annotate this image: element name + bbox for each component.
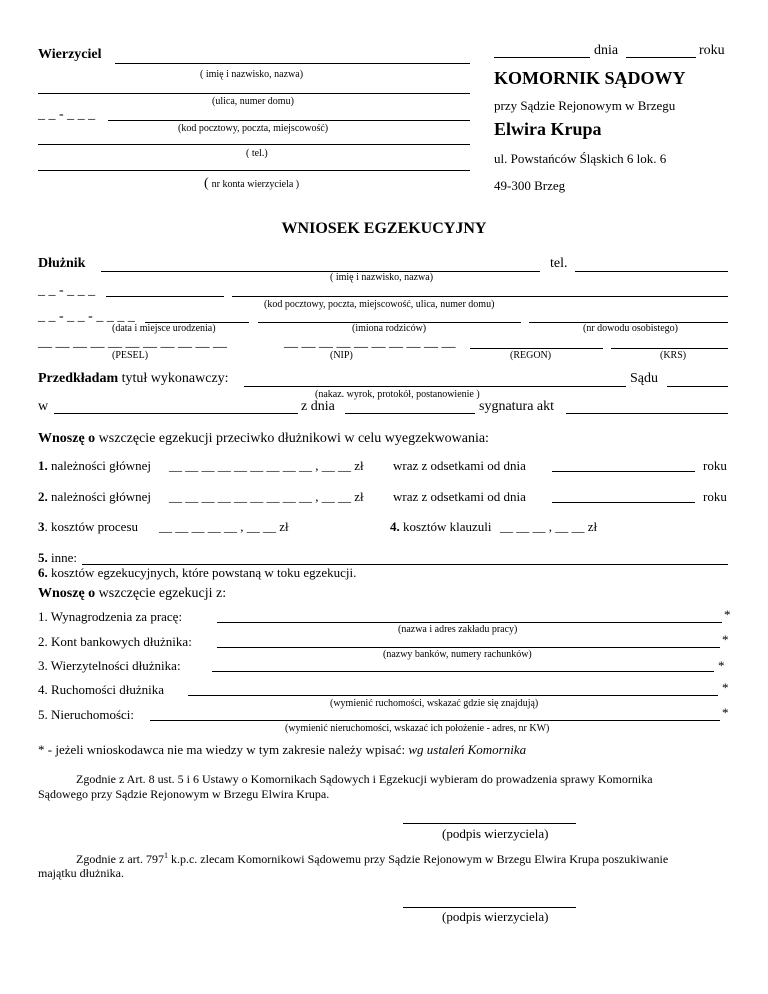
debtor-birthdate-mask[interactable]: _ _ - _ _ - _ _ _ _	[38, 309, 135, 324]
assets-item-1-line[interactable]	[217, 622, 722, 623]
enforcement-lead-bold: Wnoszę o	[38, 431, 96, 446]
debtor-postcode-mask[interactable]: _ _ - _ _ _	[38, 283, 96, 298]
creditor-phone-line[interactable]	[38, 144, 470, 145]
bailiff-city: 49-300 Brzeg	[494, 178, 566, 193]
signature-label-2: (podpis wierzyciela)	[442, 909, 549, 924]
assets-item-4-hint: (wymienić ruchomości, wskazać gdzie się znajdują)	[330, 698, 539, 709]
signature-label-1: (podpis wierzyciela)	[442, 826, 549, 841]
creditor-account-hint: nr konta wierzyciela )	[211, 179, 300, 190]
debtor-pesel-hint: (PESEL)	[112, 350, 149, 361]
account-paren: (	[204, 176, 209, 191]
date-roku-label: roku	[699, 43, 725, 58]
debtor-name-line[interactable]	[101, 271, 540, 272]
debtor-address-hint: (kod pocztowy, poczta, miejscowość, ulica, numer domu)	[264, 299, 495, 310]
enforcement-item-4	[390, 519, 491, 535]
title-court-line[interactable]	[667, 386, 728, 387]
paragraph2-line1-a: Zgodnie z art. 797	[76, 852, 164, 866]
item4-text: kosztów klauzuli	[399, 519, 492, 534]
enforcement-item-1	[38, 458, 151, 474]
paragraph2-line2: majątku dłużnika.	[38, 866, 124, 880]
paragraph2-line1-b: k.p.c. zlecam Komornikowi Sądowemu przy Sądzie Rejonowym w Brzegu Elwira Krupa poszukiwanie	[167, 852, 669, 866]
item3-amount-mask[interactable]: __ __ __ __ __ , __ __ zł	[159, 519, 289, 534]
paragraph1-line1: Zgodnie z Art. 8 ust. 5 i 6 Ustawy o Komornikach Sądowych i Egzekucji wybieram do prowadzenia sprawy Komornika	[76, 772, 653, 786]
bailiff-court: przy Sądzie Rejonowym w Brzegu	[494, 98, 676, 113]
date-dnia-label: dnia	[594, 43, 619, 58]
creditor-postcode-hint: (kod pocztowy, poczta, miejscowość)	[178, 123, 329, 134]
assets-item-5-hint: (wymienić nieruchomości, wskazać ich położenie - adres, nr KW)	[285, 723, 550, 734]
enforcement-item-2	[38, 489, 151, 505]
assets-lead	[38, 586, 226, 602]
title-zdnia-label: z dnia	[301, 399, 335, 414]
title-lead-rest: tytuł wykonawczy:	[118, 371, 229, 386]
title-w-label: w	[38, 399, 49, 414]
assets-item-1: 1. Wynagrodzenia za pracę:	[38, 609, 183, 624]
creditor-city-line[interactable]	[108, 120, 470, 121]
assets-item-5-line[interactable]	[150, 720, 720, 721]
assets-item-2-star: *	[722, 632, 729, 647]
bailiff-title: KOMORNIK SĄDOWY	[494, 68, 686, 88]
paragraph2-sup: 1	[163, 851, 168, 860]
footnote	[38, 742, 526, 758]
item6-text: kosztów egzekucyjnych, które powstaną w toku egzekucji.	[47, 565, 357, 580]
date-day-line[interactable]	[626, 57, 696, 58]
assets-item-1-star: *	[724, 607, 731, 622]
debtor-city-line[interactable]	[106, 296, 224, 297]
debtor-address-line[interactable]	[232, 296, 728, 297]
title-sygnatura-line[interactable]	[566, 413, 728, 414]
document-title: WNIOSEK EGZEKUCYJNY	[281, 220, 487, 237]
assets-lead-rest: wszczęcie egzekucji z:	[95, 586, 227, 601]
debtor-parents-hint: (imiona rodziców)	[352, 323, 427, 334]
creditor-phone-hint: ( tel.)	[246, 148, 268, 159]
debtor-birth-hint: (data i miejsce urodzenia)	[112, 323, 216, 334]
title-doc-line[interactable]	[244, 386, 626, 387]
title-sygnatura-label: sygnatura akt	[479, 399, 555, 414]
debtor-pesel-mask[interactable]: __ __ __ __ __ __ __ __ __ __ __	[38, 335, 227, 350]
enforcement-item-6	[38, 565, 356, 581]
creditor-label: Wierzyciel	[38, 47, 102, 62]
debtor-krs-line[interactable]	[611, 348, 728, 349]
paragraph1-line2: Sądowego przy Sądzie Rejonowym w Brzegu Elwira Krupa.	[38, 787, 330, 801]
signature-line-2[interactable]	[403, 907, 576, 908]
assets-item-5-star: *	[722, 705, 729, 720]
item1-amount-mask[interactable]: __ __ __ __ __ __ __ __ __ , __ __ zł	[169, 458, 364, 473]
assets-item-1-hint: (nazwa i adres zakładu pracy)	[398, 624, 518, 635]
assets-item-3: 3. Wierzytelności dłużnika:	[38, 658, 181, 673]
item5-num: 5.	[38, 550, 48, 565]
item4-amount-mask[interactable]: __ __ __ , __ __ zł	[500, 519, 598, 534]
title-date-line[interactable]	[345, 413, 475, 414]
assets-item-4-line[interactable]	[188, 695, 718, 696]
creditor-postcode-mask[interactable]: _ _ - _ _ _	[38, 107, 96, 122]
creditor-name-line[interactable]	[115, 63, 470, 64]
item6-num: 6.	[38, 565, 48, 580]
enforcement-lead-rest: wszczęcie egzekucji przeciwko dłużnikowi w celu wyegzekwowania:	[95, 431, 489, 446]
item2-amount-mask[interactable]: __ __ __ __ __ __ __ __ __ , __ __ zł	[169, 489, 364, 504]
debtor-krs-hint: (KRS)	[660, 350, 687, 361]
debtor-id-hint: (nr dowodu osobistego)	[583, 323, 678, 334]
item2-interest-line[interactable]	[552, 502, 695, 503]
creditor-account-hint-wrap	[204, 174, 299, 192]
creditor-street-line[interactable]	[38, 93, 470, 94]
debtor-tel-label: tel.	[550, 256, 568, 271]
debtor-regon-line[interactable]	[470, 348, 603, 349]
item2-text: należności głównej	[47, 489, 151, 504]
date-place-line[interactable]	[494, 57, 590, 58]
paragraph2-line1	[76, 851, 668, 867]
debtor-label: Dłużnik	[38, 256, 86, 271]
title-issuer-line[interactable]	[54, 413, 298, 414]
enforcement-item-3	[38, 519, 138, 535]
enforcement-lead	[38, 431, 489, 447]
footnote-text: * - jeżeli wnioskodawca nie ma wiedzy w tym zakresie należy wpisać:	[38, 742, 409, 757]
creditor-street-hint: (ulica, numer domu)	[212, 96, 294, 107]
item2-interest-label: wraz z odsetkami od dnia	[393, 489, 526, 504]
bailiff-name: Elwira Krupa	[494, 119, 602, 139]
signature-line-1[interactable]	[403, 823, 576, 824]
debtor-regon-hint: (REGON)	[510, 350, 552, 361]
assets-item-4-star: *	[722, 680, 729, 695]
title-lead-bold: Przedkładam	[38, 371, 119, 386]
debtor-tel-line[interactable]	[575, 271, 728, 272]
debtor-nip-mask[interactable]: __ __ __ __ __ __ __ __ __ __	[284, 335, 456, 350]
item1-interest-label: wraz z odsetkami od dnia	[393, 458, 526, 473]
creditor-name-hint: ( imię i nazwisko, nazwa)	[200, 69, 304, 80]
assets-lead-bold: Wnoszę o	[38, 586, 96, 601]
enforcement-item-5	[38, 550, 77, 566]
debtor-name-hint: ( imię i nazwisko, nazwa)	[330, 272, 434, 283]
assets-item-5: 5. Nieruchomości:	[38, 707, 135, 722]
assets-item-2: 2. Kont bankowych dłużnika:	[38, 634, 192, 649]
assets-item-3-line[interactable]	[212, 671, 714, 672]
assets-item-3-star: *	[718, 658, 725, 673]
item2-num: 2.	[38, 489, 48, 504]
item3-num: 3	[38, 519, 45, 534]
item1-interest-line[interactable]	[552, 471, 695, 472]
title-lead	[38, 371, 229, 387]
assets-item-2-line[interactable]	[217, 647, 720, 648]
title-doc-hint: (nakaz. wyrok, protokół, postanowienie )	[315, 389, 480, 400]
footnote-italic: wg ustaleń Komornika	[408, 742, 527, 757]
item5-text: inne:	[47, 550, 77, 565]
title-sadu-label: Sądu	[630, 371, 658, 386]
creditor-account-line[interactable]	[38, 170, 470, 171]
bailiff-street: ul. Powstańców Śląskich 6 lok. 6	[494, 151, 667, 166]
item2-roku: roku	[703, 489, 727, 504]
item1-num: 1.	[38, 458, 48, 473]
item1-text: należności głównej	[47, 458, 151, 473]
assets-item-4: 4. Ruchomości dłużnika	[38, 682, 165, 697]
item4-num: 4.	[390, 519, 400, 534]
item3-text: . kosztów procesu	[44, 519, 139, 534]
item1-roku: roku	[703, 458, 727, 473]
assets-item-2-hint: (nazwy banków, numery rachunków)	[383, 649, 532, 660]
debtor-nip-hint: (NIP)	[330, 350, 353, 361]
